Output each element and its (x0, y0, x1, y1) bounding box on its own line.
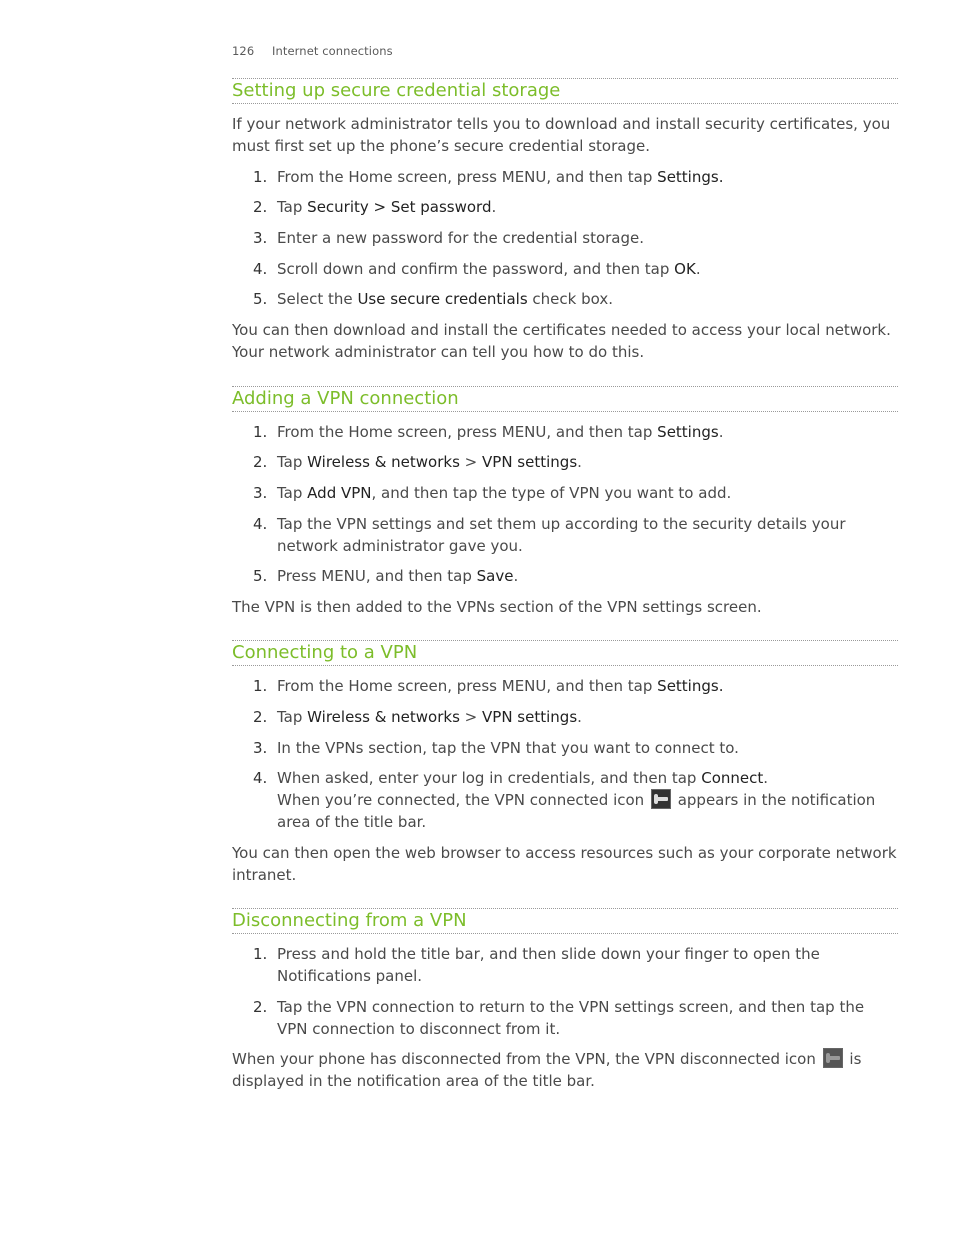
chapter-title: Internet connections (272, 44, 393, 58)
step-text: Tap Wireless & networks > VPN settings. (277, 708, 582, 726)
section-heading (232, 386, 898, 412)
section-heading (232, 908, 898, 934)
step-text: In the VPNs section, tap the VPN that you want to connect to. (277, 739, 739, 757)
step-text: When asked, enter your log in credentials, and then tap Connect. When you’re connected, the VPN connected icon appears in the notification area of the title bar. (277, 769, 876, 831)
step-number: 4. (253, 260, 268, 278)
step-number: 1. (253, 945, 268, 963)
section-title: Setting up secure credential storage (232, 80, 561, 101)
paragraph: When your phone has disconnected from the VPN, the VPN disconnected icon is displayed in the notification area of the title bar. (232, 1050, 862, 1090)
section-title: Disconnecting from a VPN (232, 910, 467, 931)
step-text: From the Home screen, press MENU, and then tap Settings. (277, 677, 724, 695)
step-number: 1. (253, 168, 268, 186)
step-number: 3. (253, 229, 268, 247)
paragraph: You can then open the web browser to access resources such as your corporate network intranet. (232, 844, 897, 884)
page-number: 126 (232, 44, 255, 58)
step-number: 5. (253, 290, 268, 308)
step-text: Tap the VPN settings and set them up according to the security details your network administrator gave you. (277, 515, 846, 555)
step-number: 3. (253, 484, 268, 502)
step-text: Tap Security > Set password. (277, 198, 497, 216)
step-text: Press MENU, and then tap Save. (277, 567, 519, 585)
paragraph: If your network administrator tells you to download and install security certificates, you must first set up the phone’s secure credential storage. (232, 115, 891, 155)
section-heading (232, 640, 898, 666)
vpn-connected-icon (651, 789, 671, 809)
step-number: 2. (253, 198, 268, 216)
vpn-disconnected-icon (823, 1048, 843, 1068)
section-title: Adding a VPN connection (232, 388, 459, 409)
step-number: 2. (253, 453, 268, 471)
step-number: 5. (253, 567, 268, 585)
step-number: 4. (253, 769, 268, 787)
step-text: Tap Wireless & networks > VPN settings. (277, 453, 582, 471)
step-text: From the Home screen, press MENU, and then tap Settings. (277, 168, 724, 186)
step-number: 2. (253, 708, 268, 726)
page-header (232, 44, 393, 58)
step-number: 2. (253, 998, 268, 1016)
step-text: Tap Add VPN, and then tap the type of VPN you want to add. (277, 484, 732, 502)
paragraph: You can then download and install the certificates needed to access your local network. Your network administrator can tell you how to do this. (232, 321, 891, 361)
step-text: Scroll down and confirm the password, and then tap OK. (277, 260, 701, 278)
step-text: Tap the VPN connection to return to the VPN settings screen, and then tap the VPN connection to disconnect from it. (277, 998, 865, 1038)
step-text: Press and hold the title bar, and then slide down your finger to open the Notifications panel. (277, 945, 820, 985)
step-text: Enter a new password for the credential storage. (277, 229, 645, 247)
section-heading (232, 78, 898, 104)
step-number: 3. (253, 739, 268, 757)
paragraph: The VPN is then added to the VPNs section of the VPN settings screen. (232, 598, 762, 616)
step-number: 4. (253, 515, 268, 533)
step-number: 1. (253, 423, 268, 441)
step-text: From the Home screen, press MENU, and then tap Settings. (277, 423, 724, 441)
step-text: Select the Use secure credentials check box. (277, 290, 613, 308)
step-number: 1. (253, 677, 268, 695)
section-title: Connecting to a VPN (232, 642, 418, 663)
